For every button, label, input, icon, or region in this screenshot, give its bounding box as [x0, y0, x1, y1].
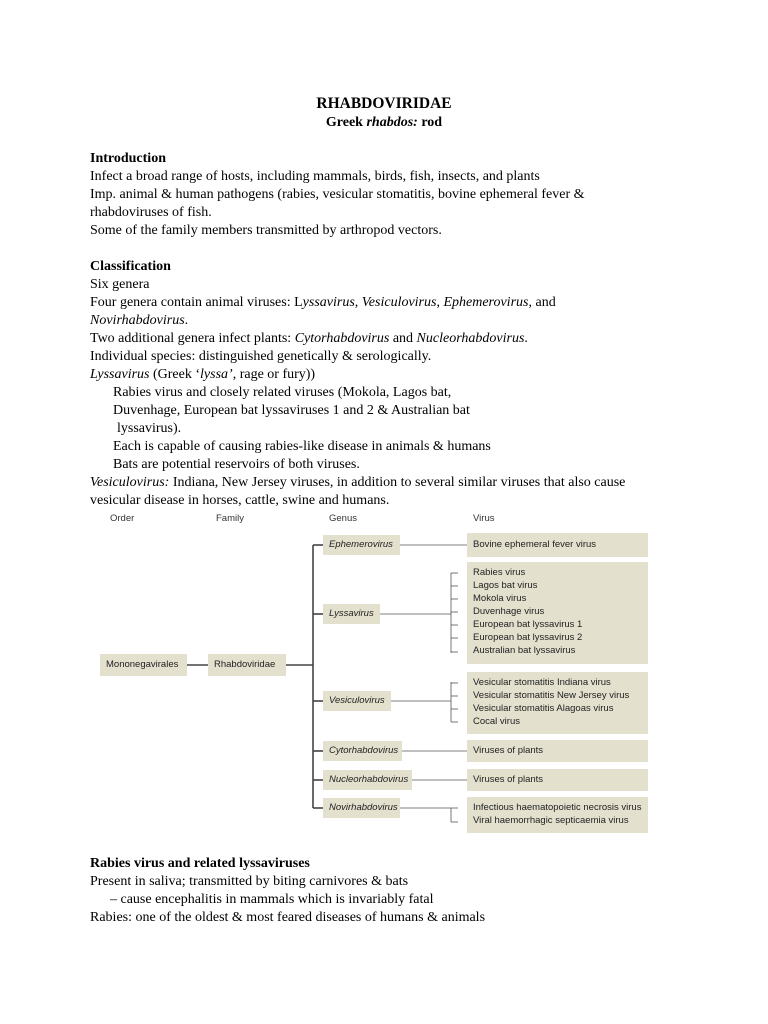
rabies-detail-line: Rabies virus and closely related viruses (Mokola, Lagos bat, [113, 385, 452, 400]
genus-box-ephemerovirus: Ephemerovirus [323, 535, 400, 555]
intro-line: rhabdoviruses of fish. [90, 205, 212, 220]
individual-species-line: Individual species: distinguished genetically & serologically. [90, 349, 432, 364]
virus-box-ephemerovirus [467, 533, 648, 557]
virus-name: Rabies virus [473, 567, 526, 578]
page-subtitle: Greek rhabdos: rod [325, 115, 443, 130]
virus-name: Bovine ephemeral fever virus [473, 539, 597, 550]
virus-header: Virus [473, 513, 495, 524]
vesiculovirus-line: Vesiculovirus: Indiana, New Jersey viruses, in addition to several similar viruses that also cause [90, 475, 626, 490]
classification-section [90, 258, 690, 510]
virus-box-novirhabdovirus [467, 797, 648, 833]
taxonomy-diagram [100, 508, 660, 838]
virus-name: Mokola virus [473, 593, 527, 604]
virus-name: Vesicular stomatitis New Jersey virus [473, 690, 630, 701]
virus-name: European bat lyssavirus 2 [473, 632, 583, 643]
vesiculovirus-line-cont: vesicular disease in horses, cattle, swine and humans. [90, 493, 390, 508]
lyssavirus-line: Lyssavirus (Greek ‘lyssa’, rage or fury)) [90, 367, 316, 382]
virus-name: Viral haemorrhagic septicaemia virus [473, 815, 629, 826]
rabies-detail-line: Duvenhage, European bat lyssaviruses 1 and 2 & Australian bat [113, 403, 470, 418]
rabies-detail-line: lyssavirus). [117, 421, 182, 436]
virus-name: European bat lyssavirus 1 [473, 619, 583, 630]
four-genera-line-cont: Novirhabdovirus. [90, 313, 189, 328]
intro-line: Some of the family members transmitted by arthropod vectors. [90, 223, 442, 238]
rabies-section [90, 855, 690, 927]
genus-header: Genus [329, 513, 357, 524]
genus-box-novirhabdovirus: Novirhabdovirus [323, 798, 400, 818]
virus-name: Viruses of plants [473, 745, 544, 756]
rabies-detail-line: Each is capable of causing rabies-like disease in animals & humans [113, 439, 491, 454]
family-header: Family [216, 513, 244, 524]
plants-line: Two additional genera infect plants: Cytorhabdovirus and Nucleorhabdovirus. [90, 331, 528, 346]
intro-line: Infect a broad range of hosts, including mammals, birds, fish, insects, and plants [90, 169, 540, 184]
six-genera-line: Six genera [90, 277, 150, 292]
genus-box-nucleorhabdovirus: Nucleorhabdovirus [323, 770, 412, 790]
family-box: Rhabdoviridae [208, 654, 286, 676]
rabies-detail-line: Bats are potential reservoirs of both viruses. [113, 457, 360, 472]
intro-line: Imp. animal & human pathogens (rabies, vesicular stomatitis, bovine ephemeral fever & [90, 187, 585, 202]
virus-name: Australian bat lyssavirus [473, 645, 576, 656]
virus-box-cytorhabdovirus [467, 740, 648, 762]
virus-box-lyssavirus [467, 562, 648, 664]
virus-box-vesiculovirus [467, 672, 648, 734]
virus-name: Viruses of plants [473, 774, 544, 785]
genus-box-lyssavirus: Lyssavirus [323, 604, 380, 624]
virus-name: Vesicular stomatitis Alagoas virus [473, 703, 614, 714]
rabies-line: Rabies: one of the oldest & most feared diseases of humans & animals [90, 910, 486, 925]
rabies-line: – cause encephalitis in mammals which is invariably fatal [110, 892, 434, 907]
virus-name: Lagos bat virus [473, 580, 538, 591]
order-box: Mononegavirales [100, 654, 187, 676]
virus-name: Infectious haematopoietic necrosis virus [473, 802, 642, 813]
virus-name: Vesicular stomatitis Indiana virus [473, 677, 611, 688]
classification-heading: Classification [90, 259, 171, 274]
introduction-heading: Introduction [90, 151, 166, 166]
rabies-heading: Rabies virus and related lyssaviruses [90, 856, 310, 871]
virus-name: Duvenhage virus [473, 606, 545, 617]
virus-name: Cocal virus [473, 716, 520, 727]
rabies-line: Present in saliva; transmitted by biting carnivores & bats [90, 874, 409, 889]
page-title: RHABDOVIRIDAE [316, 95, 452, 112]
four-genera-line: Four genera contain animal viruses: Lyssavirus, Vesiculovirus, Ephemerovirus, and [90, 295, 556, 310]
genus-box-cytorhabdovirus: Cytorhabdovirus [323, 741, 402, 761]
introduction-section [90, 150, 690, 240]
order-header: Order [110, 513, 135, 524]
virus-box-nucleorhabdovirus [467, 769, 648, 791]
genus-box-vesiculovirus: Vesiculovirus [323, 691, 391, 711]
